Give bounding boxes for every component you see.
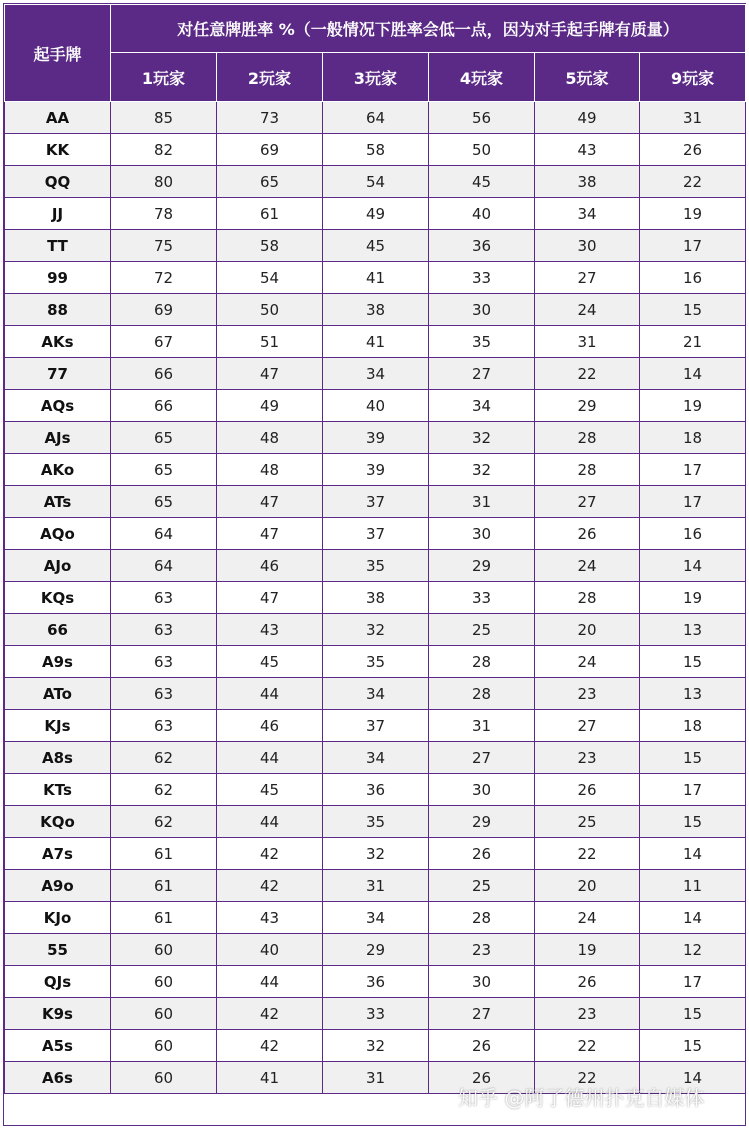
- table-row: [5, 838, 746, 870]
- table-row: [5, 550, 746, 582]
- win-rate-cell: 66: [111, 390, 217, 422]
- win-rate-cell: 62: [111, 806, 217, 838]
- hand-cell: 99: [5, 262, 111, 294]
- win-rate-cell: 22: [535, 358, 640, 390]
- column-header-2-players: 2玩家: [217, 53, 323, 102]
- hand-cell: KJs: [5, 710, 111, 742]
- win-rate-table-frame: [3, 3, 746, 1126]
- win-rate-cell: 28: [429, 902, 535, 934]
- win-rate-cell: 54: [323, 166, 429, 198]
- win-rate-cell: 37: [323, 486, 429, 518]
- table-row: [5, 934, 746, 966]
- win-rate-cell: 18: [640, 710, 746, 742]
- win-rate-cell: 58: [217, 230, 323, 262]
- win-rate-cell: 40: [217, 934, 323, 966]
- win-rate-cell: 46: [217, 710, 323, 742]
- win-rate-cell: 15: [640, 742, 746, 774]
- table-row: [5, 518, 746, 550]
- win-rate-cell: 49: [535, 102, 640, 134]
- win-rate-cell: 30: [429, 966, 535, 998]
- win-rate-cell: 32: [323, 838, 429, 870]
- win-rate-cell: 25: [535, 806, 640, 838]
- win-rate-cell: 30: [429, 774, 535, 806]
- table-row: [5, 166, 746, 198]
- win-rate-cell: 23: [429, 934, 535, 966]
- win-rate-cell: 44: [217, 678, 323, 710]
- win-rate-cell: 61: [111, 902, 217, 934]
- win-rate-cell: 27: [535, 262, 640, 294]
- table-row: [5, 102, 746, 134]
- hand-cell: 55: [5, 934, 111, 966]
- hand-cell: A6s: [5, 1062, 111, 1094]
- hand-cell: ATo: [5, 678, 111, 710]
- win-rate-cell: 62: [111, 742, 217, 774]
- win-rate-cell: 34: [535, 198, 640, 230]
- win-rate-cell: 14: [640, 838, 746, 870]
- win-rate-cell: 63: [111, 582, 217, 614]
- win-rate-cell: 80: [111, 166, 217, 198]
- win-rate-cell: 49: [217, 390, 323, 422]
- win-rate-cell: 34: [323, 742, 429, 774]
- table-row: [5, 1030, 746, 1062]
- win-rate-cell: 32: [429, 454, 535, 486]
- win-rate-cell: 48: [217, 422, 323, 454]
- table-row: [5, 486, 746, 518]
- table-row: [5, 902, 746, 934]
- win-rate-cell: 41: [217, 1062, 323, 1094]
- hand-cell: TT: [5, 230, 111, 262]
- win-rate-cell: 16: [640, 518, 746, 550]
- win-rate-cell: 22: [535, 1030, 640, 1062]
- win-rate-cell: 73: [217, 102, 323, 134]
- win-rate-cell: 24: [535, 550, 640, 582]
- win-rate-cell: 61: [111, 838, 217, 870]
- win-rate-cell: 14: [640, 1062, 746, 1094]
- table-row: [5, 1062, 746, 1094]
- win-rate-cell: 56: [429, 102, 535, 134]
- win-rate-cell: 26: [429, 1062, 535, 1094]
- hand-cell: AQs: [5, 390, 111, 422]
- win-rate-cell: 62: [111, 774, 217, 806]
- table-row: [5, 870, 746, 902]
- hand-cell: KJo: [5, 902, 111, 934]
- win-rate-cell: 27: [535, 486, 640, 518]
- win-rate-cell: 38: [535, 166, 640, 198]
- win-rate-cell: 33: [429, 582, 535, 614]
- table-row: [5, 294, 746, 326]
- win-rate-cell: 28: [535, 582, 640, 614]
- hand-cell: 77: [5, 358, 111, 390]
- table-row: [5, 806, 746, 838]
- win-rate-cell: 27: [429, 358, 535, 390]
- win-rate-cell: 43: [535, 134, 640, 166]
- win-rate-cell: 15: [640, 806, 746, 838]
- hand-cell: A9s: [5, 646, 111, 678]
- win-rate-cell: 51: [217, 326, 323, 358]
- win-rate-cell: 37: [323, 710, 429, 742]
- hand-cell: QQ: [5, 166, 111, 198]
- win-rate-cell: 69: [217, 134, 323, 166]
- win-rate-cell: 66: [111, 358, 217, 390]
- table-row: [5, 134, 746, 166]
- table-row: [5, 742, 746, 774]
- win-rate-cell: 28: [429, 678, 535, 710]
- win-rate-cell: 65: [111, 454, 217, 486]
- win-rate-cell: 63: [111, 646, 217, 678]
- win-rate-cell: 14: [640, 550, 746, 582]
- hand-cell: AQo: [5, 518, 111, 550]
- hand-cell: 66: [5, 614, 111, 646]
- win-rate-cell: 26: [535, 774, 640, 806]
- watermark: 知乎 @阿了德州扑克自媒体: [458, 1086, 705, 1110]
- win-rate-cell: 32: [323, 614, 429, 646]
- win-rate-cell: 45: [429, 166, 535, 198]
- column-header-1-player: 1玩家: [111, 53, 217, 102]
- win-rate-cell: 16: [640, 262, 746, 294]
- table-row: [5, 582, 746, 614]
- win-rate-cell: 34: [429, 390, 535, 422]
- hand-cell: AA: [5, 102, 111, 134]
- win-rate-cell: 60: [111, 1062, 217, 1094]
- win-rate-cell: 24: [535, 646, 640, 678]
- win-rate-cell: 28: [429, 646, 535, 678]
- win-rate-cell: 29: [535, 390, 640, 422]
- table-row: [5, 710, 746, 742]
- win-rate-cell: 23: [535, 678, 640, 710]
- win-rate-cell: 63: [111, 678, 217, 710]
- win-rate-cell: 60: [111, 966, 217, 998]
- hand-cell: A9o: [5, 870, 111, 902]
- win-rate-cell: 65: [111, 422, 217, 454]
- win-rate-cell: 37: [323, 518, 429, 550]
- win-rate-cell: 46: [217, 550, 323, 582]
- win-rate-cell: 19: [640, 198, 746, 230]
- win-rate-cell: 42: [217, 870, 323, 902]
- win-rate-cell: 17: [640, 230, 746, 262]
- column-header-9-players: 9玩家: [640, 53, 746, 102]
- win-rate-cell: 45: [217, 646, 323, 678]
- table-row: [5, 454, 746, 486]
- win-rate-cell: 17: [640, 486, 746, 518]
- win-rate-cell: 15: [640, 646, 746, 678]
- hand-cell: QJs: [5, 966, 111, 998]
- win-rate-cell: 23: [535, 742, 640, 774]
- win-rate-cell: 60: [111, 998, 217, 1030]
- win-rate-cell: 15: [640, 998, 746, 1030]
- table-row: [5, 966, 746, 998]
- win-rate-cell: 50: [429, 134, 535, 166]
- table-row: [5, 614, 746, 646]
- win-rate-cell: 72: [111, 262, 217, 294]
- win-rate-cell: 24: [535, 294, 640, 326]
- table-row: [5, 358, 746, 390]
- win-rate-cell: 17: [640, 454, 746, 486]
- win-rate-cell: 22: [640, 166, 746, 198]
- win-rate-cell: 45: [323, 230, 429, 262]
- win-rate-cell: 34: [323, 678, 429, 710]
- win-rate-cell: 75: [111, 230, 217, 262]
- win-rate-cell: 26: [535, 518, 640, 550]
- win-rate-cell: 65: [217, 166, 323, 198]
- win-rate-cell: 31: [323, 1062, 429, 1094]
- table-row: [5, 390, 746, 422]
- win-rate-cell: 38: [323, 582, 429, 614]
- win-rate-cell: 32: [429, 422, 535, 454]
- hand-column-header: 起手牌: [5, 5, 111, 102]
- column-header-4-players: 4玩家: [429, 53, 535, 102]
- hand-cell: A8s: [5, 742, 111, 774]
- win-rate-cell: 31: [640, 102, 746, 134]
- win-rate-cell: 17: [640, 774, 746, 806]
- table-row: [5, 998, 746, 1030]
- win-rate-cell: 22: [535, 1062, 640, 1094]
- win-rate-cell: 13: [640, 678, 746, 710]
- win-rate-cell: 47: [217, 486, 323, 518]
- hand-cell: K9s: [5, 998, 111, 1030]
- win-rate-cell: 60: [111, 934, 217, 966]
- win-rate-cell: 21: [640, 326, 746, 358]
- win-rate-cell: 44: [217, 742, 323, 774]
- win-rate-cell: 41: [323, 262, 429, 294]
- win-rate-cell: 43: [217, 614, 323, 646]
- win-rate-cell: 65: [111, 486, 217, 518]
- win-rate-cell: 35: [323, 550, 429, 582]
- win-rate-cell: 33: [429, 262, 535, 294]
- win-rate-cell: 33: [323, 998, 429, 1030]
- win-rate-cell: 25: [429, 870, 535, 902]
- win-rate-cell: 29: [323, 934, 429, 966]
- win-rate-cell: 22: [535, 838, 640, 870]
- column-header-5-players: 5玩家: [535, 53, 640, 102]
- win-rate-cell: 26: [535, 966, 640, 998]
- hand-cell: AJs: [5, 422, 111, 454]
- win-rate-cell: 49: [323, 198, 429, 230]
- win-rate-cell: 63: [111, 710, 217, 742]
- win-rate-cell: 61: [111, 870, 217, 902]
- win-rate-cell: 25: [429, 614, 535, 646]
- win-rate-cell: 44: [217, 966, 323, 998]
- hand-cell: ATs: [5, 486, 111, 518]
- win-rate-cell: 15: [640, 1030, 746, 1062]
- win-rate-group-header: 对任意牌胜率 %（一般情况下胜率会低一点，因为对手起手牌有质量）: [111, 5, 746, 53]
- win-rate-table: [4, 4, 746, 1094]
- win-rate-cell: 11: [640, 870, 746, 902]
- win-rate-cell: 64: [111, 518, 217, 550]
- hand-cell: AKs: [5, 326, 111, 358]
- win-rate-cell: 31: [535, 326, 640, 358]
- win-rate-cell: 47: [217, 518, 323, 550]
- win-rate-cell: 63: [111, 614, 217, 646]
- win-rate-cell: 20: [535, 614, 640, 646]
- table-row: [5, 646, 746, 678]
- hand-cell: A5s: [5, 1030, 111, 1062]
- win-rate-cell: 64: [111, 550, 217, 582]
- win-rate-cell: 44: [217, 806, 323, 838]
- win-rate-cell: 31: [429, 710, 535, 742]
- win-rate-cell: 36: [323, 774, 429, 806]
- hand-cell: A7s: [5, 838, 111, 870]
- win-rate-cell: 17: [640, 966, 746, 998]
- win-rate-cell: 39: [323, 454, 429, 486]
- hand-cell: KQs: [5, 582, 111, 614]
- win-rate-cell: 27: [429, 998, 535, 1030]
- hand-cell: 88: [5, 294, 111, 326]
- win-rate-cell: 82: [111, 134, 217, 166]
- win-rate-cell: 85: [111, 102, 217, 134]
- table-row: [5, 230, 746, 262]
- win-rate-cell: 15: [640, 294, 746, 326]
- win-rate-cell: 50: [217, 294, 323, 326]
- win-rate-cell: 35: [323, 646, 429, 678]
- hand-cell: KTs: [5, 774, 111, 806]
- win-rate-cell: 13: [640, 614, 746, 646]
- win-rate-cell: 47: [217, 358, 323, 390]
- table-row: [5, 262, 746, 294]
- win-rate-cell: 20: [535, 870, 640, 902]
- win-rate-cell: 48: [217, 454, 323, 486]
- hand-cell: JJ: [5, 198, 111, 230]
- win-rate-cell: 12: [640, 934, 746, 966]
- win-rate-cell: 35: [429, 326, 535, 358]
- win-rate-cell: 30: [429, 518, 535, 550]
- hand-cell: AJo: [5, 550, 111, 582]
- hand-cell: KK: [5, 134, 111, 166]
- win-rate-cell: 34: [323, 902, 429, 934]
- win-rate-cell: 32: [323, 1030, 429, 1062]
- win-rate-cell: 41: [323, 326, 429, 358]
- win-rate-cell: 61: [217, 198, 323, 230]
- win-rate-cell: 14: [640, 902, 746, 934]
- win-rate-cell: 19: [640, 582, 746, 614]
- win-rate-cell: 29: [429, 806, 535, 838]
- win-rate-cell: 58: [323, 134, 429, 166]
- win-rate-cell: 23: [535, 998, 640, 1030]
- win-rate-cell: 47: [217, 582, 323, 614]
- table-body: [5, 102, 746, 1094]
- table-row: [5, 678, 746, 710]
- win-rate-cell: 54: [217, 262, 323, 294]
- win-rate-cell: 31: [429, 486, 535, 518]
- win-rate-cell: 45: [217, 774, 323, 806]
- win-rate-cell: 14: [640, 358, 746, 390]
- win-rate-cell: 64: [323, 102, 429, 134]
- win-rate-cell: 26: [429, 1030, 535, 1062]
- win-rate-cell: 40: [323, 390, 429, 422]
- win-rate-cell: 36: [429, 230, 535, 262]
- table-row: [5, 198, 746, 230]
- table-header: [5, 5, 746, 102]
- win-rate-cell: 40: [429, 198, 535, 230]
- win-rate-cell: 69: [111, 294, 217, 326]
- win-rate-cell: 26: [429, 838, 535, 870]
- win-rate-cell: 19: [640, 390, 746, 422]
- win-rate-cell: 27: [429, 742, 535, 774]
- win-rate-cell: 18: [640, 422, 746, 454]
- win-rate-cell: 28: [535, 454, 640, 486]
- table-row: [5, 326, 746, 358]
- hand-cell: KQo: [5, 806, 111, 838]
- win-rate-cell: 43: [217, 902, 323, 934]
- win-rate-cell: 31: [323, 870, 429, 902]
- win-rate-cell: 42: [217, 998, 323, 1030]
- win-rate-cell: 38: [323, 294, 429, 326]
- win-rate-cell: 27: [535, 710, 640, 742]
- win-rate-cell: 29: [429, 550, 535, 582]
- table-row: [5, 422, 746, 454]
- win-rate-cell: 39: [323, 422, 429, 454]
- win-rate-cell: 35: [323, 806, 429, 838]
- win-rate-cell: 36: [323, 966, 429, 998]
- column-header-3-players: 3玩家: [323, 53, 429, 102]
- win-rate-cell: 60: [111, 1030, 217, 1062]
- win-rate-cell: 42: [217, 838, 323, 870]
- win-rate-cell: 24: [535, 902, 640, 934]
- win-rate-cell: 34: [323, 358, 429, 390]
- win-rate-cell: 30: [535, 230, 640, 262]
- win-rate-cell: 28: [535, 422, 640, 454]
- hand-cell: AKo: [5, 454, 111, 486]
- table-row: [5, 774, 746, 806]
- win-rate-cell: 26: [640, 134, 746, 166]
- win-rate-cell: 67: [111, 326, 217, 358]
- win-rate-cell: 19: [535, 934, 640, 966]
- win-rate-cell: 78: [111, 198, 217, 230]
- win-rate-cell: 42: [217, 1030, 323, 1062]
- win-rate-cell: 30: [429, 294, 535, 326]
